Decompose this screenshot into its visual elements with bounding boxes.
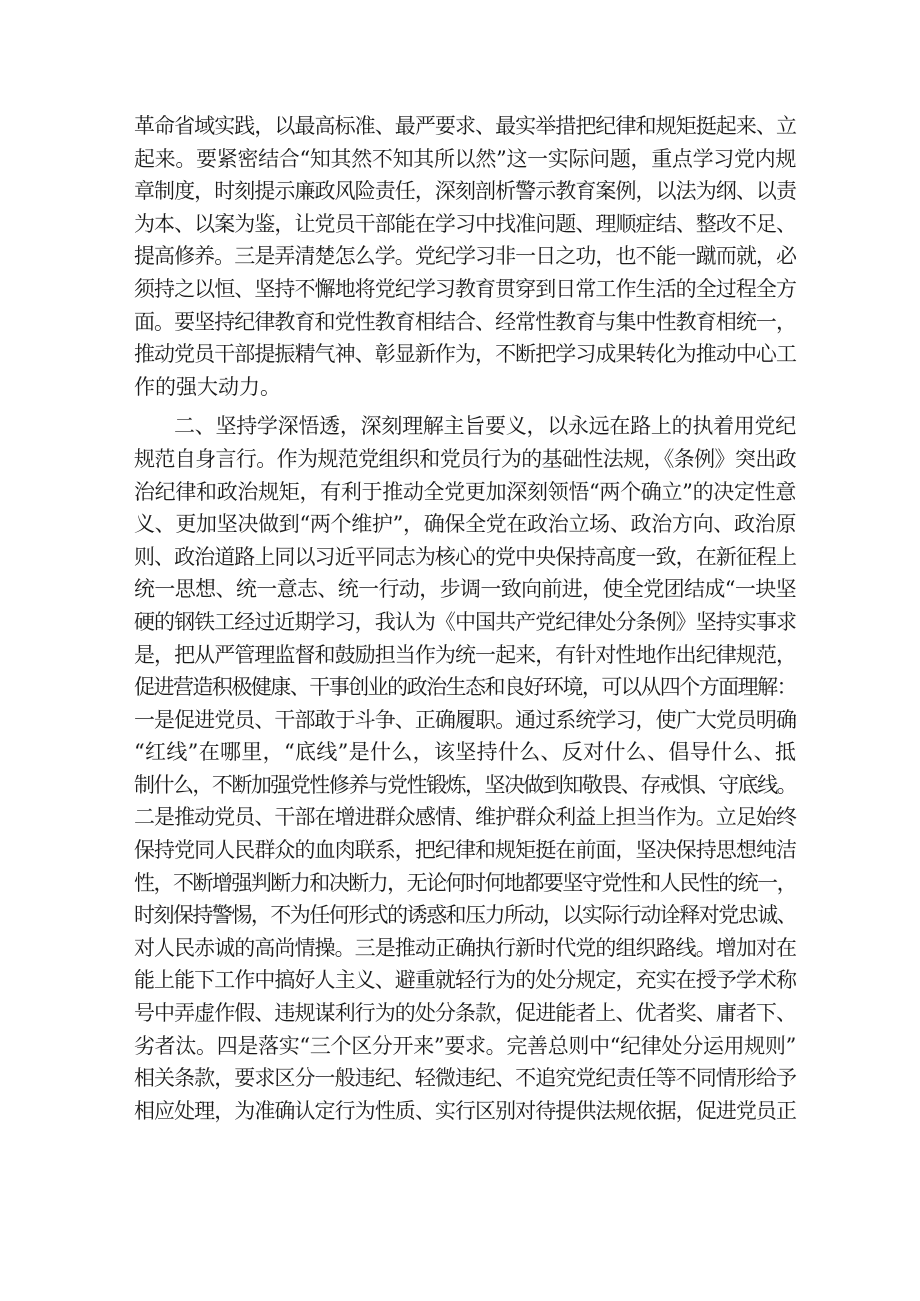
text-line: 相应处理，为准确认定行为性质、实行区别对待提供法规依据，促进党员正 (134, 1098, 796, 1123)
text-line: 义、更加坚决做到“两个维护”，确保全党在政治立场、政治方向、政治原 (134, 512, 796, 537)
text-line: 治纪律和政治规矩，有利于推动全党更加深刻领悟“两个确立”的决定性意 (134, 479, 796, 504)
document-body (134, 110, 796, 1127)
text-line: 对人民赤诚的高尚情操。三是推动正确执行新时代党的组织路线。增加对在 (134, 935, 796, 960)
text-line: 保持党同人民群众的血肉联系，把纪律和规矩挺在前面，坚决保持思想纯洁 (134, 838, 796, 863)
text-line: 为本、以案为鉴，让党员干部能在学习中找准问题、理顺症结、整改不足、 (134, 211, 796, 236)
text-line: 章制度，时刻提示廉政风险责任，深刻剖析警示教育案例，以法为纲、以责 (134, 179, 796, 204)
text-line: 能上能下工作中搞好人主义、避重就轻行为的处分规定，充实在授予学术称 (134, 968, 796, 993)
text-line: 作的强大动力。 (134, 374, 281, 399)
text-line: 性，不断增强判断力和决断力，无论何时何地都要坚守党性和人民性的统一， (134, 870, 796, 895)
text-line: 起来。要紧密结合“知其然不知其所以然”这一实际问题，重点学习党内规 (134, 146, 796, 171)
text-line: 制什么，不断加强党性修养与党性锻炼，坚决做到知敬畏、存戒惧、守底线。 (134, 772, 796, 797)
text-line: 须持之以恒、坚持不懈地将党纪学习教育贯穿到日常工作生活的全过程全方 (134, 276, 796, 301)
text-line: 规范自身言行。作为规范党组织和党员行为的基础性法规，《条例》突出政 (134, 446, 796, 471)
text-line: 是，把从严管理监督和鼓励担当作为统一起来，有针对性地作出纪律规范， (134, 642, 796, 667)
paragraph-1 (134, 110, 796, 403)
text-line: 革命省域实践，以最高标准、最严要求、最实举措把纪律和规矩挺起来、立 (134, 114, 796, 138)
paragraph-spacer (134, 403, 796, 410)
text-line: 号中弄虚作假、违规谋利行为的处分条款，促进能者上、优者奖、庸者下、 (134, 1001, 796, 1026)
text-line: 一是促进党员、干部敢于斗争、正确履职。通过系统学习，使广大党员明确 (134, 707, 796, 732)
text-line: “红线”在哪里，“底线”是什么，该坚持什么、反对什么、倡导什么、抵 (134, 740, 796, 765)
text-line: 相关条款，要求区分一般违纪、轻微违纪、不追究党纪责任等不同情形给予 (134, 1066, 796, 1091)
text-line: 则、政治道路上同以习近平同志为核心的党中央保持高度一致，在新征程上 (134, 544, 796, 569)
text-line: 二、坚持学深悟透，深刻理解主旨要义，以永远在路上的执着用党纪 (174, 414, 796, 439)
text-line: 二是推动党员、干部在增进群众感情、维护群众利益上担当作为。立足始终 (134, 805, 796, 830)
text-line: 面。要坚持纪律教育和党性教育相结合、经常性教育与集中性教育相统一， (134, 309, 796, 334)
text-line: 劣者汰。四是落实“三个区分开来”要求。完善总则中“纪律处分运用规则” (134, 1033, 796, 1058)
text-line: 推动党员干部提振精气神、彰显新作为，不断把学习成果转化为推动中心工 (134, 342, 796, 367)
text-line: 促进营造积极健康、干事创业的政治生态和良好环境，可以从四个方面理解： (134, 675, 796, 700)
text-line: 时刻保持警惕，不为任何形式的诱惑和压力所动，以实际行动诠释对党忠诚、 (134, 903, 796, 928)
text-line: 提高修养。三是弄清楚怎么学。党纪学习非一日之功，也不能一蹴而就，必 (134, 244, 796, 269)
paragraph-2 (134, 410, 796, 1127)
text-line: 统一思想、统一意志、统一行动，步调一致向前进，使全党团结成“一块坚 (134, 577, 796, 602)
text-line: 硬的钢铁工经过近期学习，我认为《中国共产党纪律处分条例》坚持实事求 (134, 609, 796, 634)
